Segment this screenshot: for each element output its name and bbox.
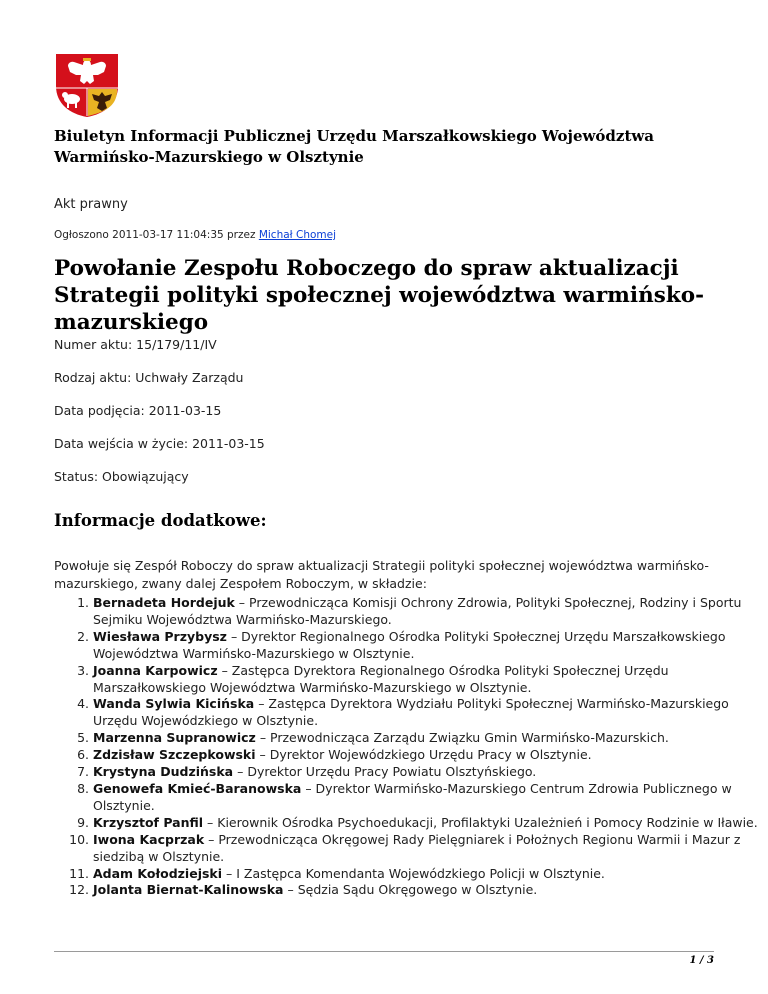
- author-link[interactable]: Michał Chomej: [258, 229, 337, 241]
- member-name: Marzenna Supranowicz: [93, 730, 256, 746]
- member-name: Adam Kołodziejski: [93, 865, 223, 881]
- page-title: Powołanie Zespołu Roboczego do spraw aktualizacji Strategii polityki społecznej województwa warmińsko-mazurskiego: [54, 256, 704, 335]
- list-item: [93, 815, 761, 832]
- act-type: Rodzaj aktu: Uchwały Zarządu: [54, 370, 244, 385]
- list-item: [93, 882, 761, 899]
- member-name: Krzysztof Panfil: [93, 814, 204, 830]
- list-item: [93, 629, 761, 663]
- list-item: [93, 663, 761, 697]
- member-role: – Dyrektor Warmińsko-Mazurskiego Centrum Zdrowia Publicznego w Olsztynie.: [93, 780, 732, 813]
- member-role: – Sędzia Sądu Okręgowego w Olsztynie.: [283, 882, 538, 898]
- list-item: [93, 866, 761, 883]
- list-item: [93, 781, 761, 815]
- page-number: 1 / 3: [689, 955, 714, 966]
- member-name: Iwona Kacprzak: [93, 831, 205, 847]
- member-name: Bernadeta Hordejuk: [93, 595, 235, 610]
- member-role: – Kierownik Ośrodka Psychoedukacji, Profilaktyki Uzależnień i Pomocy Rodzinie w Iławie.: [203, 814, 758, 830]
- member-role: – Dyrektor Wojewódzkiego Urzędu Pracy w Olsztynie.: [255, 747, 592, 763]
- list-item: [93, 764, 761, 781]
- posted-info: [54, 229, 336, 241]
- member-name: Joanna Karpowicz: [93, 662, 218, 678]
- intro-paragraph: Powołuje się Zespół Roboczy do spraw aktualizacji Strategii polityki społecznej województwa warmińsko-mazurskiego, zwany dalej Zespołem Roboczym, w składzie:: [54, 558, 709, 591]
- act-status: Status: Obowiązujący: [54, 469, 189, 484]
- member-name: Wanda Sylwia Kicińska: [93, 696, 255, 712]
- posted-prefix: Ogłoszono 2011-03-17 11:04:35 przez: [54, 229, 256, 241]
- act-number: Numer aktu: 15/179/11/IV: [54, 337, 217, 352]
- members-list: [54, 595, 761, 899]
- member-role: – Zastępca Dyrektora Wydziału Polityki Społecznej Warmińsko-Mazurskiego Urzędu Wojewódzkiego w Olsztynie.: [93, 696, 729, 729]
- organization-title: Biuletyn Informacji Publicznej Urzędu Marszałkowskiego Województwa Warmińsko-Mazurskiego w Olsztynie: [54, 127, 654, 166]
- member-name: Zdzisław Szczepkowski: [93, 747, 256, 763]
- member-name: Krystyna Dudzińska: [93, 764, 234, 780]
- member-role: – Dyrektor Urzędu Pracy Powiatu Olsztyńskiego.: [233, 764, 537, 780]
- member-role: – I Zastępca Komendanta Wojewódzkiego Policji w Olsztynie.: [222, 865, 605, 881]
- additional-info-heading: Informacje dodatkowe:: [54, 511, 267, 530]
- member-role: – Przewodnicząca Zarządu Związku Gmin Warmińsko-Mazurskich.: [255, 730, 669, 746]
- list-item: [93, 696, 761, 730]
- effective-date: Data wejścia w życie: 2011-03-15: [54, 436, 265, 451]
- member-role: – Przewodnicząca Okręgowej Rady Pielęgniarek i Położnych Regionu Warmii i Mazur z siedzibą w Olsztynie.: [93, 831, 741, 864]
- coat-of-arms-icon: [54, 52, 120, 118]
- member-name: Jolanta Biernat-Kalinowska: [93, 882, 284, 898]
- member-role: – Zastępca Dyrektora Regionalnego Ośrodka Polityki Społecznej Urzędu Marszałkowskiego Województwa Warmińsko-Mazurskiego w Olsztynie.: [93, 662, 669, 695]
- list-item: [93, 595, 761, 629]
- member-name: Wiesława Przybysz: [93, 628, 227, 644]
- member-name: Genowefa Kmieć-Baranowska: [93, 780, 302, 796]
- list-item: [93, 747, 761, 764]
- member-role: – Dyrektor Regionalnego Ośrodka Polityki Społecznej Urzędu Marszałkowskiego Województwa Warmińsko-Mazurskiego w Olsztynie.: [93, 628, 726, 661]
- list-item: [93, 832, 761, 866]
- category-label: Akt prawny: [54, 197, 128, 212]
- list-item: [93, 730, 761, 747]
- footer-divider: [54, 951, 714, 952]
- member-role: – Przewodnicząca Komisji Ochrony Zdrowia, Polityki Społecznej, Rodziny i Sportu Sejmiku Województwa Warmińsko-Mazurskiego.: [93, 595, 742, 627]
- adoption-date: Data podjęcia: 2011-03-15: [54, 403, 222, 418]
